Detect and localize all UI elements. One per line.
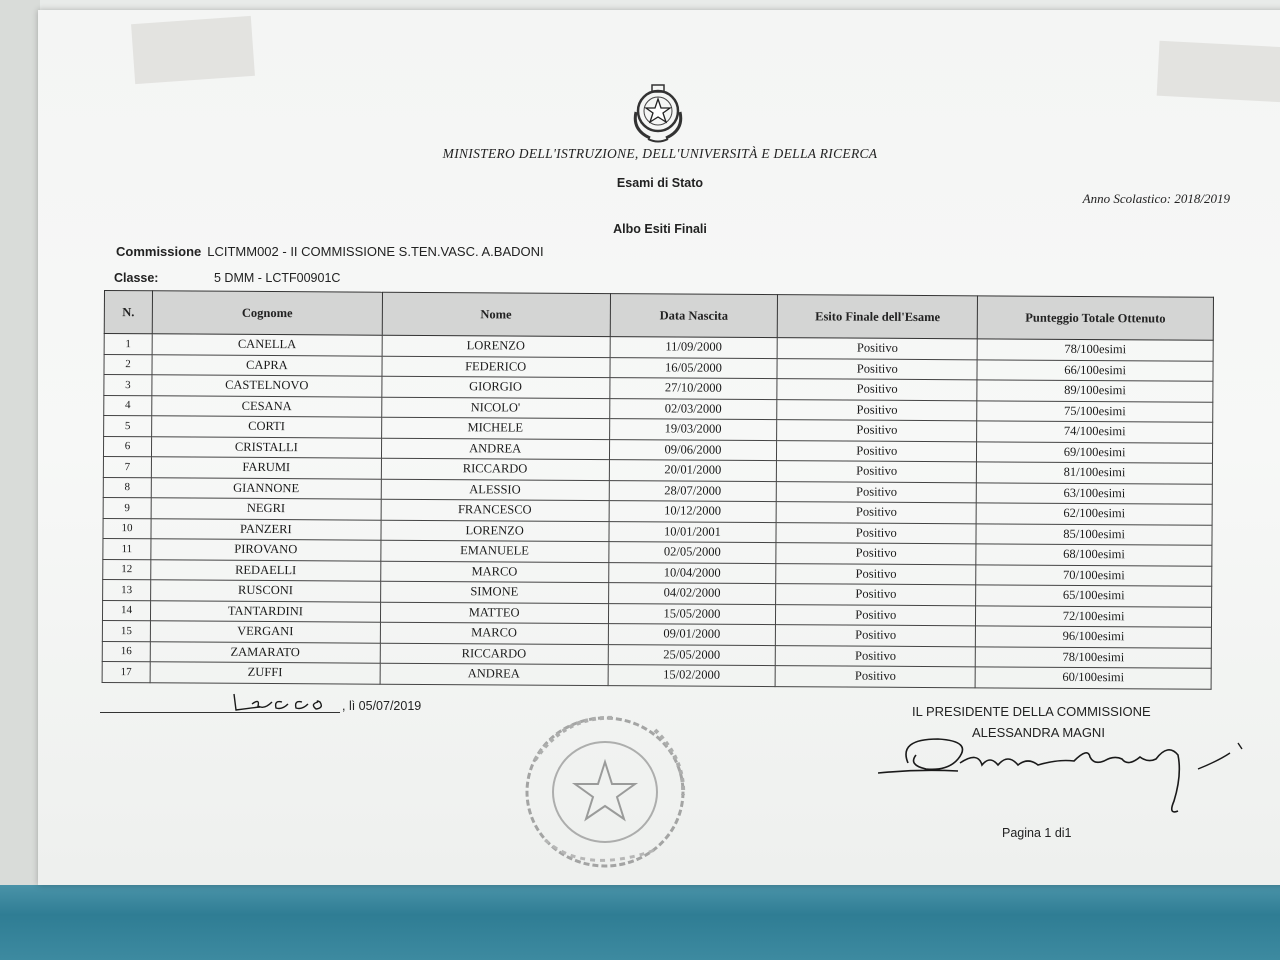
name-cell: NICOLO' bbox=[381, 397, 609, 419]
exam-result-cell: Positivo bbox=[776, 584, 976, 606]
row-number: 6 bbox=[103, 436, 151, 457]
total-score-cell: 78/100esimi bbox=[977, 339, 1213, 361]
birth-date-cell: 27/10/2000 bbox=[609, 378, 777, 400]
total-score-cell: 78/100esimi bbox=[975, 646, 1211, 668]
birth-date-cell: 25/05/2000 bbox=[608, 644, 776, 666]
total-score-cell: 96/100esimi bbox=[976, 626, 1212, 648]
surname-cell: CASTELNOVO bbox=[152, 375, 382, 397]
name-cell: LORENZO bbox=[381, 520, 609, 542]
name-cell: MARCO bbox=[380, 622, 608, 644]
row-number: 5 bbox=[104, 416, 152, 437]
results-table-container bbox=[102, 290, 1214, 689]
handwritten-place-lecco bbox=[230, 690, 340, 716]
president-title: IL PRESIDENTE DELLA COMMISSIONE bbox=[912, 704, 1151, 719]
column-header: Nome bbox=[382, 292, 610, 336]
name-cell: ALESSIO bbox=[381, 479, 609, 501]
total-score-cell: 63/100esimi bbox=[976, 482, 1212, 504]
table-body bbox=[102, 334, 1213, 689]
document-date: , lì 05/07/2019 bbox=[342, 699, 422, 713]
total-score-cell: 70/100esimi bbox=[976, 564, 1212, 586]
row-number: 13 bbox=[103, 579, 151, 600]
exam-result-cell: Positivo bbox=[776, 522, 976, 544]
birth-date-cell: 02/05/2000 bbox=[608, 542, 776, 564]
surname-cell: NEGRI bbox=[151, 498, 381, 520]
birth-date-cell: 11/09/2000 bbox=[610, 337, 778, 359]
row-number: 1 bbox=[104, 334, 152, 355]
exam-result-cell: Positivo bbox=[776, 625, 976, 647]
results-table bbox=[102, 290, 1214, 689]
class-label: Classe: bbox=[114, 271, 159, 285]
surname-cell: CAPRA bbox=[152, 354, 382, 376]
exam-result-cell: Positivo bbox=[776, 563, 976, 585]
row-number: 17 bbox=[102, 661, 150, 682]
name-cell: ANDREA bbox=[380, 663, 608, 685]
row-number: 9 bbox=[103, 497, 151, 518]
school-seal-stamp-icon bbox=[505, 700, 705, 880]
surname-cell: ZUFFI bbox=[150, 662, 380, 684]
exam-result-cell: Positivo bbox=[777, 358, 977, 380]
name-cell: MARCO bbox=[380, 561, 608, 583]
row-number: 16 bbox=[102, 641, 150, 662]
birth-date-cell: 16/05/2000 bbox=[610, 357, 778, 379]
name-cell: SIMONE bbox=[380, 581, 608, 603]
surname-cell: RUSCONI bbox=[151, 580, 381, 602]
exam-result-cell: Positivo bbox=[777, 420, 977, 442]
row-number: 8 bbox=[103, 477, 151, 498]
row-number: 7 bbox=[103, 456, 151, 477]
total-score-cell: 89/100esimi bbox=[977, 380, 1213, 402]
president-signature bbox=[878, 735, 1258, 830]
birth-date-cell: 09/06/2000 bbox=[609, 439, 777, 461]
name-cell: ANDREA bbox=[381, 438, 609, 460]
italian-republic-emblem-icon bbox=[628, 82, 688, 144]
surname-cell: FARUMI bbox=[151, 457, 381, 479]
surname-cell: CANELLA bbox=[152, 334, 382, 356]
birth-date-cell: 15/05/2000 bbox=[608, 603, 776, 625]
total-score-cell: 74/100esimi bbox=[977, 421, 1213, 443]
total-score-cell: 66/100esimi bbox=[977, 359, 1213, 381]
birth-date-cell: 20/01/2000 bbox=[609, 460, 777, 482]
name-cell: FRANCESCO bbox=[381, 499, 609, 521]
exam-result-cell: Positivo bbox=[777, 461, 977, 483]
row-number: 15 bbox=[102, 620, 150, 641]
birth-date-cell: 02/03/2000 bbox=[609, 398, 777, 420]
exam-result-cell: Positivo bbox=[776, 543, 976, 565]
column-header: Cognome bbox=[152, 291, 382, 335]
birth-date-cell: 10/01/2001 bbox=[609, 521, 777, 543]
surname-cell: VERGANI bbox=[150, 621, 380, 643]
exam-result-cell: Positivo bbox=[777, 399, 977, 421]
total-score-cell: 72/100esimi bbox=[976, 605, 1212, 627]
birth-date-cell: 09/01/2000 bbox=[608, 624, 776, 646]
surname-cell: ZAMARATO bbox=[150, 641, 380, 663]
exam-result-cell: Positivo bbox=[776, 604, 976, 626]
birth-date-cell: 28/07/2000 bbox=[609, 480, 777, 502]
place-line bbox=[100, 698, 340, 713]
name-cell: MICHELE bbox=[381, 417, 609, 439]
row-number: 10 bbox=[103, 518, 151, 539]
class-value: 5 DMM - LCTF00901C bbox=[214, 271, 341, 285]
total-score-cell: 68/100esimi bbox=[976, 544, 1212, 566]
exam-result-cell: Positivo bbox=[776, 502, 976, 524]
total-score-cell: 60/100esimi bbox=[975, 667, 1211, 689]
page-number: Pagina 1 di1 bbox=[1002, 826, 1072, 840]
total-score-cell: 62/100esimi bbox=[976, 503, 1212, 525]
name-cell: GIORGIO bbox=[382, 376, 610, 398]
ministry-title: MINISTERO DELL'ISTRUZIONE, DELL'UNIVERSITÀ E DELLA RICERCA bbox=[442, 146, 878, 161]
total-score-cell: 75/100esimi bbox=[977, 400, 1213, 422]
column-header: N. bbox=[104, 291, 152, 334]
row-number: 2 bbox=[104, 354, 152, 375]
column-header: Esito Finale dell'Esame bbox=[778, 295, 978, 339]
column-header: Data Nascita bbox=[610, 294, 778, 338]
surname-cell: CORTI bbox=[152, 416, 382, 438]
name-cell: FEDERICO bbox=[382, 356, 610, 378]
name-cell: LORENZO bbox=[382, 335, 610, 357]
commission-value: LCITMM002 - II COMMISSIONE S.TEN.VASC. A.BADONI bbox=[207, 244, 544, 259]
class-line bbox=[114, 271, 340, 285]
surname-cell: PANZERI bbox=[151, 518, 381, 540]
row-number: 12 bbox=[103, 559, 151, 580]
exam-result-cell: Positivo bbox=[777, 440, 977, 462]
surname-cell: GIANNONE bbox=[151, 477, 381, 499]
exam-result-cell: Positivo bbox=[777, 379, 977, 401]
birth-date-cell: 10/04/2000 bbox=[608, 562, 776, 584]
row-number: 3 bbox=[104, 375, 152, 396]
total-score-cell: 81/100esimi bbox=[977, 462, 1213, 484]
surname-cell: PIROVANO bbox=[151, 539, 381, 561]
commission-line bbox=[116, 244, 544, 259]
commission-label: Commissione bbox=[116, 244, 202, 259]
birth-date-cell: 10/12/2000 bbox=[609, 501, 777, 523]
total-score-cell: 65/100esimi bbox=[976, 585, 1212, 607]
name-cell: EMANUELE bbox=[381, 540, 609, 562]
table-header-row bbox=[104, 291, 1213, 341]
exam-result-cell: Positivo bbox=[777, 481, 977, 503]
birth-date-cell: 04/02/2000 bbox=[608, 583, 776, 605]
president-name: ALESSANDRA MAGNI bbox=[972, 725, 1105, 740]
total-score-cell: 69/100esimi bbox=[977, 441, 1213, 463]
birth-date-cell: 15/02/2000 bbox=[608, 665, 776, 687]
name-cell: RICCARDO bbox=[380, 643, 608, 665]
birth-date-cell: 19/03/2000 bbox=[609, 419, 777, 441]
adhesive-tape-top-right bbox=[1157, 41, 1280, 105]
exam-title: Esami di Stato bbox=[616, 176, 704, 190]
surname-cell: CRISTALLI bbox=[151, 436, 381, 458]
exam-result-cell: Positivo bbox=[777, 338, 977, 360]
surname-cell: TANTARDINI bbox=[150, 600, 380, 622]
column-header: Punteggio Totale Ottenuto bbox=[977, 296, 1213, 340]
blue-desk-edge bbox=[0, 885, 1280, 960]
adhesive-tape-top-left bbox=[131, 16, 255, 84]
surname-cell: CESANA bbox=[152, 395, 382, 417]
name-cell: MATTEO bbox=[380, 602, 608, 624]
name-cell: RICCARDO bbox=[381, 458, 609, 480]
surname-cell: REDAELLI bbox=[151, 559, 381, 581]
exam-result-cell: Positivo bbox=[776, 645, 976, 667]
row-number: 14 bbox=[102, 600, 150, 621]
row-number: 11 bbox=[103, 538, 151, 559]
exam-result-cell: Positivo bbox=[775, 666, 975, 688]
row-number: 4 bbox=[104, 395, 152, 416]
total-score-cell: 85/100esimi bbox=[976, 523, 1212, 545]
school-year: Anno Scolastico: 2018/2019 bbox=[1082, 191, 1230, 206]
results-title: Albo Esiti Finali bbox=[613, 222, 707, 236]
desk-background bbox=[0, 0, 40, 960]
